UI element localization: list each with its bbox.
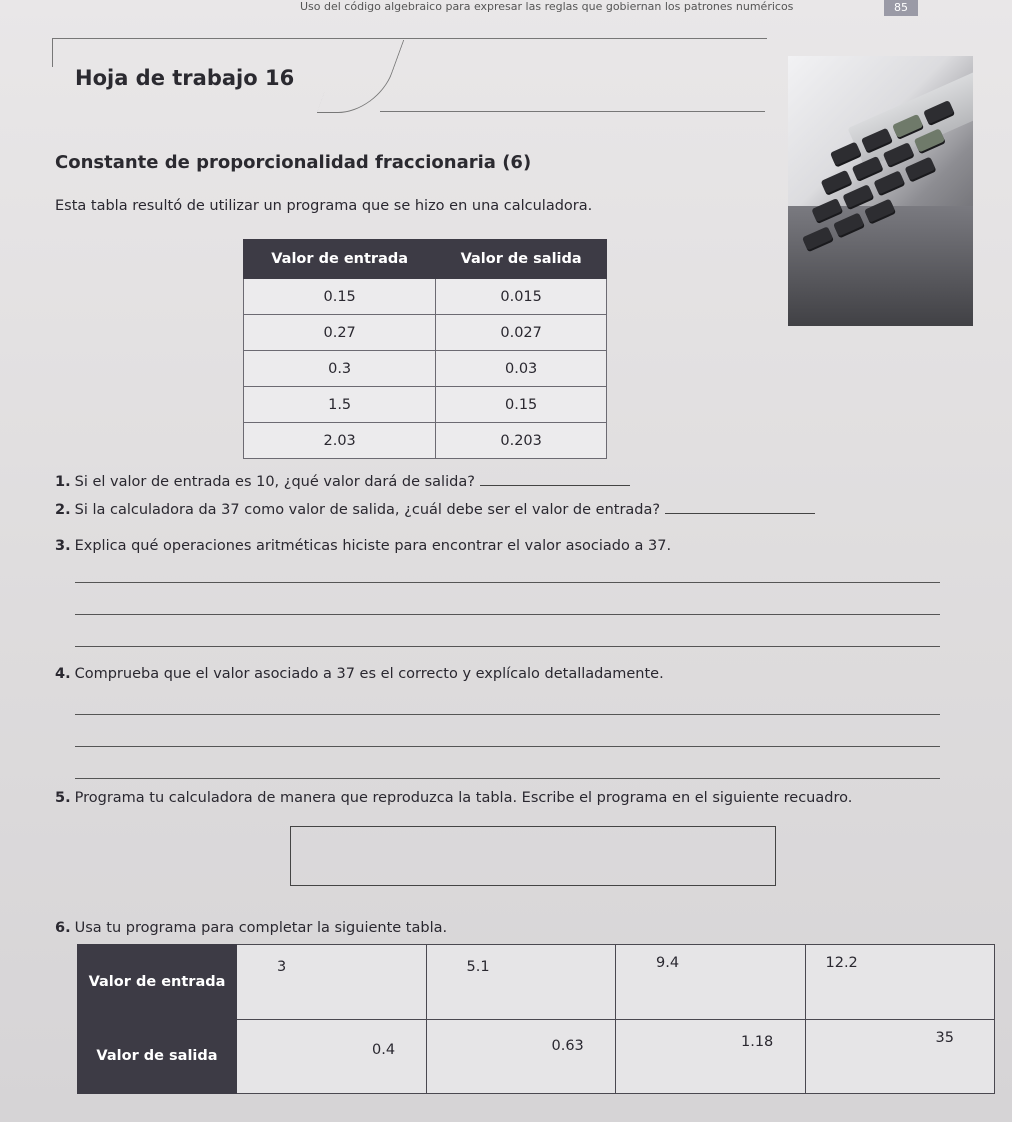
cell-value: 9.4 (656, 955, 680, 971)
table-row (244, 315, 607, 351)
question-number: 2. (55, 502, 71, 518)
answer-line[interactable] (75, 582, 940, 583)
output-cell[interactable] (616, 1019, 806, 1094)
table-row (78, 1019, 995, 1094)
calculator-photo (788, 56, 973, 326)
answer-line[interactable] (75, 746, 940, 747)
question-6 (55, 920, 447, 936)
input-cell[interactable] (237, 945, 427, 1020)
output-cell: 0.027 (436, 315, 607, 351)
cell-value: 5.1 (466, 959, 490, 975)
input-cell: 0.3 (244, 351, 436, 387)
cell-value: 1.18 (741, 1033, 774, 1050)
answer-blank-1[interactable] (480, 485, 630, 486)
running-header: Uso del código algebraico para expresar las reglas que gobiernan los patrones numéricos (300, 0, 794, 13)
row-header-output: Valor de salida (78, 1019, 237, 1094)
question-number: 4. (55, 666, 71, 682)
table-row (244, 387, 607, 423)
question-3 (55, 538, 671, 554)
question-number: 5. (55, 790, 71, 806)
question-text: Programa tu calculadora de manera que reproduzca la tabla. Escribe el programa en el siguiente recuadro. (74, 790, 853, 806)
answer-blank-2[interactable] (665, 513, 815, 514)
answer-line[interactable] (75, 778, 940, 779)
output-cell[interactable] (237, 1019, 427, 1094)
page-number: 85 (884, 0, 918, 16)
input-cell[interactable] (616, 945, 806, 1020)
col-header-input: Valor de entrada (244, 240, 436, 279)
question-text: Si la calculadora da 37 como valor de salida, ¿cuál debe ser el valor de entrada? (74, 502, 661, 518)
question-number: 1. (55, 474, 71, 490)
title-tab-line (380, 111, 765, 112)
question-number: 6. (55, 920, 71, 936)
output-cell: 0.03 (436, 351, 607, 387)
cell-value: 0.4 (372, 1041, 396, 1058)
input-cell: 1.5 (244, 387, 436, 423)
input-cell[interactable] (426, 945, 616, 1020)
answer-line[interactable] (75, 646, 940, 647)
input-output-table (243, 239, 607, 459)
question-1 (55, 474, 630, 490)
program-answer-box[interactable] (290, 826, 776, 886)
output-cell: 0.15 (436, 387, 607, 423)
output-cell[interactable] (805, 1019, 995, 1094)
answer-line[interactable] (75, 614, 940, 615)
worksheet-title: Hoja de trabajo 16 (75, 66, 295, 90)
question-4 (55, 666, 664, 682)
table-row (244, 423, 607, 459)
output-cell: 0.203 (436, 423, 607, 459)
table-row (244, 351, 607, 387)
row-header-input: Valor de entrada (78, 945, 237, 1020)
section-title: Constante de proporcionalidad fraccionaria (6) (55, 152, 532, 173)
input-cell: 2.03 (244, 423, 436, 459)
question-5 (55, 790, 852, 806)
question-text: Usa tu programa para completar la siguiente tabla. (74, 920, 448, 936)
cell-value: 0.63 (551, 1037, 584, 1054)
answer-line[interactable] (75, 714, 940, 715)
question-text: Explica qué operaciones aritméticas hiciste para encontrar el valor asociado a 37. (74, 538, 672, 554)
output-cell[interactable] (426, 1019, 616, 1094)
input-cell: 0.27 (244, 315, 436, 351)
cell-value: 3 (277, 959, 287, 975)
output-cell: 0.015 (436, 279, 607, 315)
cell-value: 35 (935, 1029, 954, 1046)
col-header-output: Valor de salida (436, 240, 607, 279)
question-text: Si el valor de entrada es 10, ¿qué valor dará de salida? (74, 474, 475, 490)
intro-text: Esta tabla resultó de utilizar un programa que se hizo en una calculadora. (55, 198, 593, 214)
table-row (78, 945, 995, 1020)
question-2 (55, 502, 815, 518)
table-row (244, 279, 607, 315)
completion-table (77, 944, 995, 1094)
input-cell: 0.15 (244, 279, 436, 315)
input-cell[interactable] (805, 945, 995, 1020)
question-number: 3. (55, 538, 71, 554)
cell-value: 12.2 (825, 955, 858, 971)
question-text: Comprueba que el valor asociado a 37 es el correcto y explícalo detalladamente. (74, 666, 664, 682)
